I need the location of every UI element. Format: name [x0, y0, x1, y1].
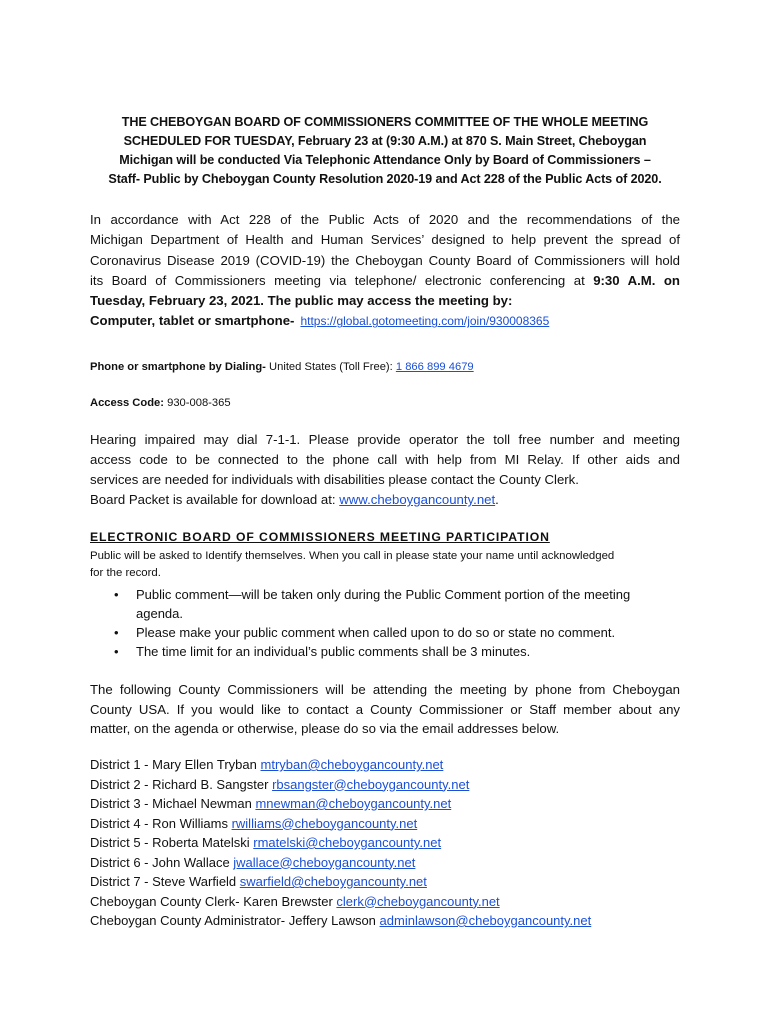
intro-line-4: [90, 271, 680, 291]
contact-email-link[interactable]: mnewman@cheboygancounty.net: [255, 796, 452, 811]
contact-row: [90, 833, 690, 853]
bullet-icon: •: [114, 644, 119, 659]
contact-name: District 5 - Roberta Matelski: [90, 835, 254, 850]
contact-email-link[interactable]: jwallace@cheboygancounty.net: [233, 854, 416, 870]
contact-row: [90, 853, 690, 873]
participation-intro: [90, 548, 680, 582]
intro-line-4-text: its Board of Commissioners meeting via telephone/ electronic conferencing at: [90, 272, 585, 288]
gotomeeting-link[interactable]: https://global.gotomeeting.com/join/930008365: [300, 314, 550, 329]
contact-row: [90, 794, 690, 814]
contact-email-link[interactable]: clerk@cheboygancounty.net: [336, 893, 500, 909]
list-item-text-cont: agenda.: [136, 606, 183, 621]
contact-email-link[interactable]: swarfield@cheboygancounty.net: [239, 874, 427, 889]
intro-line-1: In accordance with Act 228 of the Public Acts of 2020 and the recommendations of the: [90, 212, 680, 227]
title-line-4: Staff- Public by Cheboygan County Resolution 2020-19 and Act 228 of the Public Acts of 2020.: [108, 172, 662, 186]
hearing-line-1: Hearing impaired may dial 7-1-1. Please provide operator the toll free number and meeting: [90, 432, 680, 447]
contact-email-link[interactable]: adminlawson@cheboygancounty.net: [379, 913, 592, 928]
contact-row: [90, 911, 690, 931]
participation-intro-line-2: for the record.: [90, 567, 161, 579]
following-line-2: County USA. If you would like to contact a County Commissioner or Staff member about any: [90, 701, 680, 717]
participation-heading: ELECTRONIC BOARD OF COMMISSIONERS MEETING PARTICIPATION: [90, 530, 550, 544]
access-code-value: 930-008-365: [164, 397, 231, 409]
list-item: [90, 642, 680, 661]
contact-row: [90, 872, 690, 892]
bullet-icon: •: [114, 625, 119, 640]
intro-line-5: [90, 291, 680, 311]
title-line-3: Michigan will be conducted Via Telephonic Attendance Only by Board of Commissioners –: [119, 153, 651, 167]
contact-name: Cheboygan County Clerk- Karen Brewster: [90, 893, 337, 909]
contact-name: Cheboygan County Administrator- Jeffery Lawson: [90, 913, 380, 928]
hearing-paragraph: [90, 430, 680, 510]
phone-number-link[interactable]: 1 866 899 4679: [395, 361, 474, 373]
contact-name: District 3 - Michael Newman: [90, 796, 256, 811]
phone-label: Phone or smartphone by Dialing-: [90, 361, 266, 373]
contact-row: [90, 814, 690, 834]
access-code-label: Access Code:: [90, 397, 164, 409]
list-item: [90, 623, 680, 642]
phone-text: United States (Toll Free):: [265, 361, 396, 373]
county-website-link[interactable]: www.cheboygancounty.net: [339, 492, 496, 507]
hearing-line-3: services are needed for individuals with disabilities please contact the County Clerk.: [90, 472, 579, 487]
contact-row: [90, 775, 690, 795]
board-packet-text: Board Packet is available for download at:: [90, 492, 340, 507]
contact-name: District 7 - Steve Warfield: [90, 874, 240, 889]
contact-list: [90, 755, 690, 931]
list-item-text: Public comment—will be taken only during the Public Comment portion of the meeting: [136, 587, 631, 602]
intro-line-3: Coronavirus Disease 2019 (COVID-19) the Cheboygan County Board of Commissioners will hold: [90, 252, 680, 268]
commissioners-paragraph: [90, 680, 680, 739]
contact-email-link[interactable]: mtryban@cheboygancounty.net: [260, 757, 444, 772]
board-packet-line: [90, 490, 680, 510]
intro-paragraph: [90, 210, 680, 332]
title-line-1: THE CHEBOYGAN BOARD OF COMMISSIONERS COMMITTEE OF THE WHOLE MEETING: [121, 115, 649, 129]
computer-access-label: Computer, tablet or smartphone-: [90, 313, 295, 329]
contact-row: [90, 892, 690, 912]
hearing-line-2: access code to be connected to the phone call with help from MI Relay. If other aids and: [90, 452, 680, 467]
following-line-1: The following County Commissioners will be attending the meeting by phone from Cheboygan: [90, 682, 680, 697]
contact-name: District 4 - Ron Williams: [90, 815, 232, 831]
title-line-2: SCHEDULED FOR TUESDAY, February 23 at (9:30 A.M.) at 870 S. Main Street, Cheboygan: [123, 134, 647, 148]
contact-email-link[interactable]: rmatelski@cheboygancounty.net: [253, 835, 442, 850]
intro-meeting-date: Tuesday, February 23, 2021. The public may access the meeting by:: [90, 293, 513, 309]
list-item-text: The time limit for an individual’s public comments shall be 3 minutes.: [136, 644, 531, 659]
contact-name: District 2 - Richard B. Sangster: [90, 776, 273, 792]
following-line-3: matter, on the agenda or otherwise, please do so via the email addresses below.: [90, 721, 560, 736]
participation-intro-line-1: Public will be asked to Identify themselves. When you call in please state your name until acknowledged: [90, 550, 615, 562]
contact-name: District 6 - John Wallace: [90, 854, 234, 870]
intro-line-2: Michigan Department of Health and Human Services’ designed to help prevent the spread of: [90, 232, 680, 248]
list-item-text: Please make your public comment when called upon to do so or state no comment.: [136, 625, 616, 640]
contact-email-link[interactable]: rbsangster@cheboygancounty.net: [272, 776, 470, 792]
contact-email-link[interactable]: rwilliams@cheboygancounty.net: [231, 815, 418, 831]
contact-name: District 1 - Mary Ellen Tryban: [90, 757, 261, 772]
computer-access-line: [90, 311, 680, 331]
bullet-icon: •: [114, 587, 119, 602]
board-packet-period: .: [495, 492, 499, 507]
page-title: [90, 113, 680, 189]
access-code-line: [90, 395, 231, 411]
phone-dial-line: [90, 359, 474, 375]
intro-meeting-time: 9:30 A.M. on: [593, 272, 680, 288]
contact-row: [90, 755, 690, 775]
list-item: [90, 585, 680, 623]
participation-rules-list: [90, 585, 680, 661]
